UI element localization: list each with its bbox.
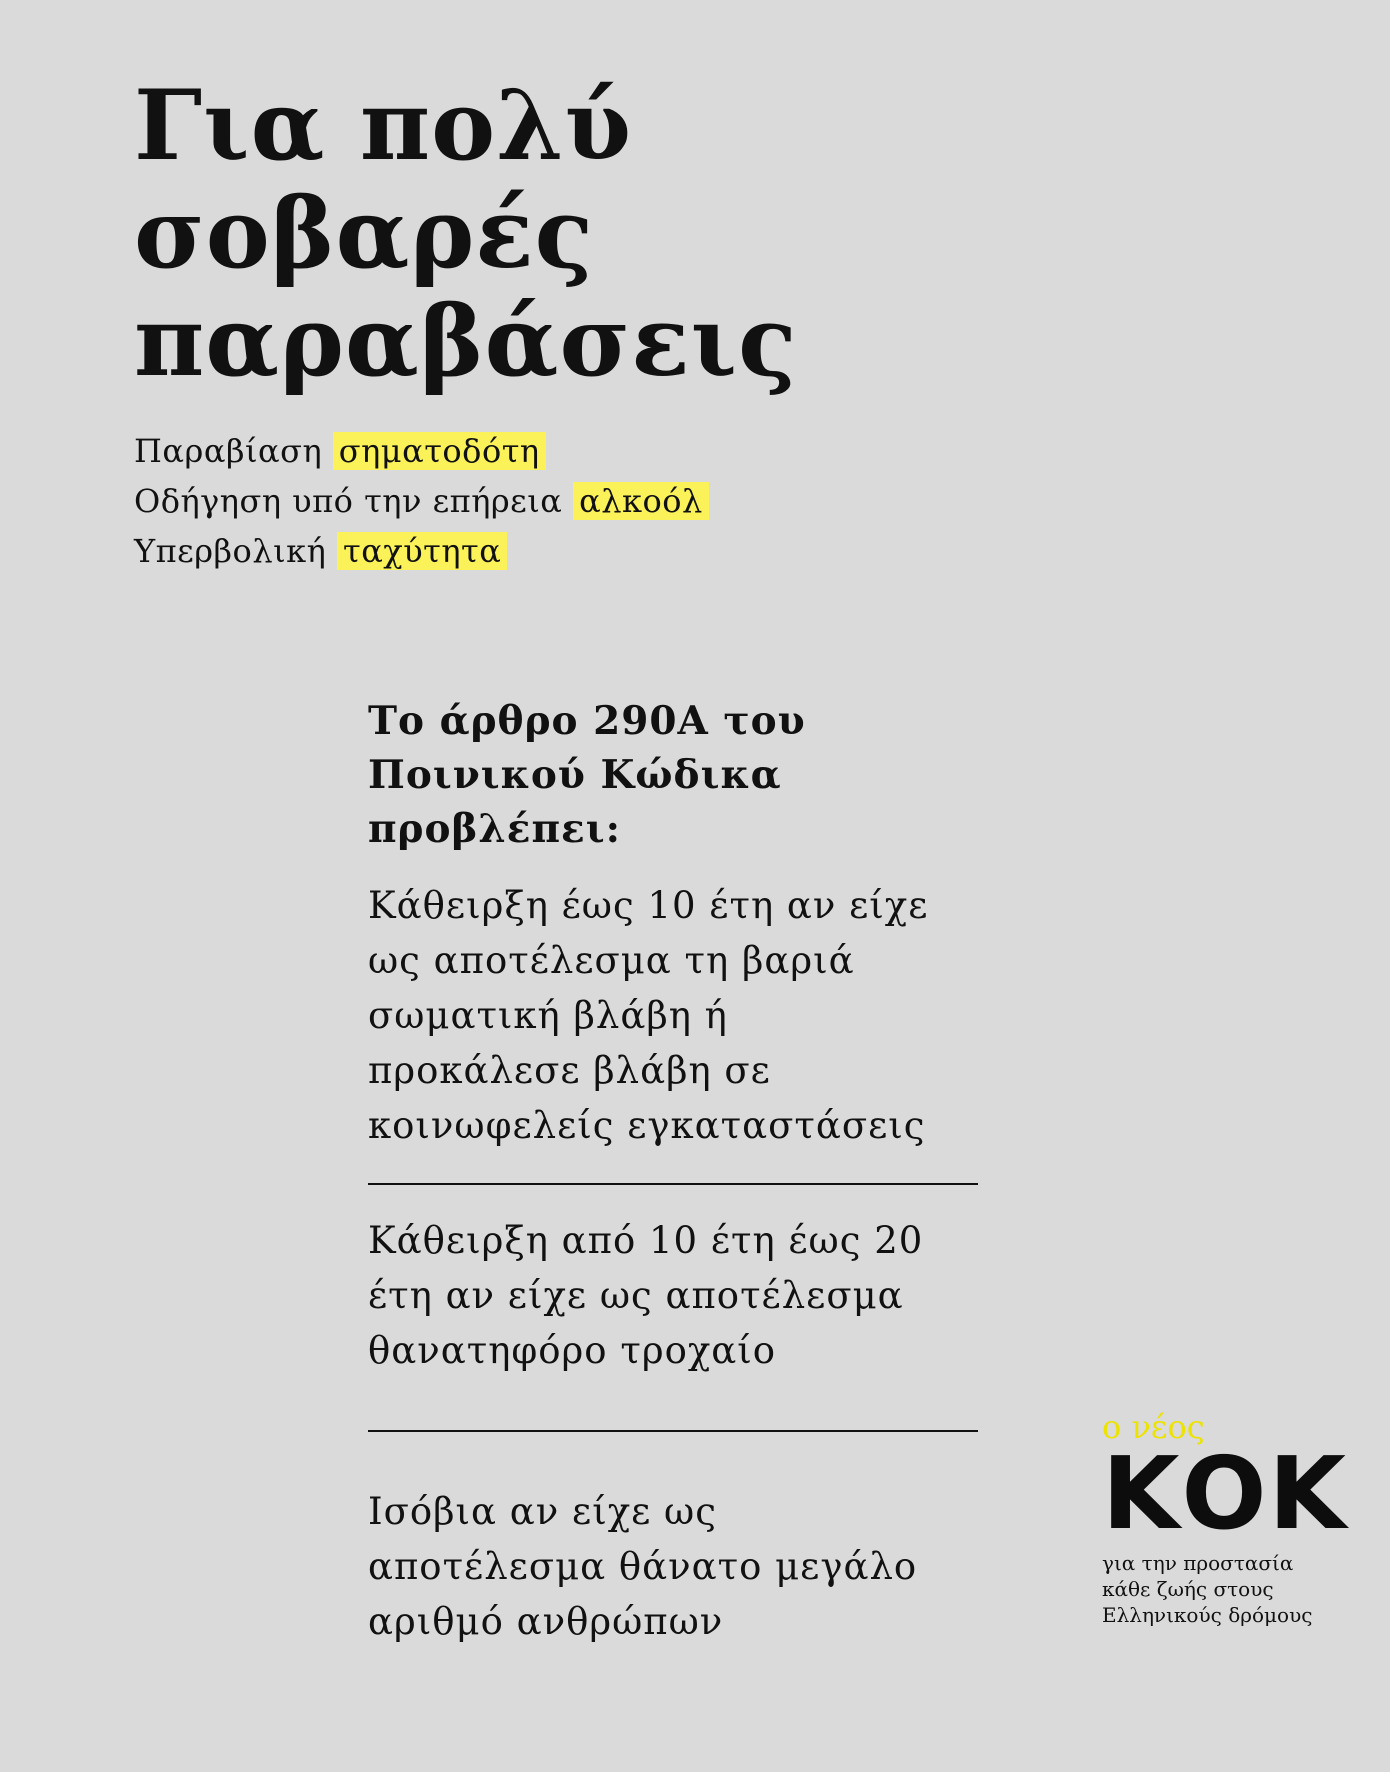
penalty-item — [368, 1484, 980, 1649]
violation-highlight: αλκοόλ — [573, 482, 709, 520]
penalty-line: αριθμό ανθρώπων — [368, 1600, 724, 1643]
article-heading-line: Ποινικού Κώδικα προβλέπει: — [368, 752, 782, 852]
penalty-line: Κάθειρξη από 10 έτη έως 20 — [368, 1219, 924, 1262]
kok-logo — [1102, 1408, 1352, 1628]
violation-text: Υπερβολική — [134, 532, 327, 570]
violation-item — [134, 426, 709, 476]
logo-tagline-line: Ελληνικούς δρόμους — [1102, 1603, 1313, 1627]
penalty-line: προκάλεσε βλάβη σε — [368, 1049, 771, 1092]
title-line: Για πολύ — [134, 69, 633, 182]
title-line: παραβάσεις — [134, 285, 798, 398]
logo-tagline-line: για την προστασία — [1102, 1551, 1294, 1575]
violation-item — [134, 476, 709, 526]
violation-text: Οδήγηση υπό την επήρεια — [134, 482, 563, 520]
penalty-line: Κάθειρξη έως 10 έτη αν είχε — [368, 884, 929, 927]
penalty-line: έτη αν είχε ως αποτέλεσμα — [368, 1274, 904, 1317]
divider — [368, 1430, 978, 1432]
violation-highlight: σηματοδότη — [333, 432, 546, 470]
logo-mark: ΚΟΚ — [1102, 1435, 1348, 1552]
violation-item — [134, 526, 709, 576]
violations-list — [134, 426, 709, 576]
penalty-line: ως αποτέλεσμα τη βαριά — [368, 939, 855, 982]
article-heading — [368, 694, 980, 856]
logo-tagline — [1102, 1550, 1352, 1628]
penalty-line: σωματική βλάβη ή — [368, 994, 728, 1037]
violation-text: Παραβίαση — [134, 432, 323, 470]
logo-tagline-line: κάθε ζωής στους — [1102, 1577, 1274, 1601]
penalty-line: θανατηφόρο τροχαίο — [368, 1329, 777, 1372]
violation-highlight: ταχύτητα — [337, 532, 507, 570]
poster-title — [134, 69, 798, 398]
penalty-line: κοινωφελείς εγκαταστάσεις — [368, 1104, 926, 1147]
logo-prefix: ο νέος — [1102, 1408, 1205, 1446]
penalty-line: αποτέλεσμα θάνατο μεγάλο — [368, 1545, 918, 1588]
article-section — [368, 694, 980, 1649]
penalty-line: Ισόβια αν είχε ως — [368, 1490, 717, 1533]
divider — [368, 1183, 978, 1185]
article-heading-line: Το άρθρο 290Α του — [368, 698, 806, 744]
penalty-item — [368, 878, 980, 1153]
penalty-item — [368, 1213, 980, 1378]
title-line: σοβαρές — [134, 177, 595, 290]
